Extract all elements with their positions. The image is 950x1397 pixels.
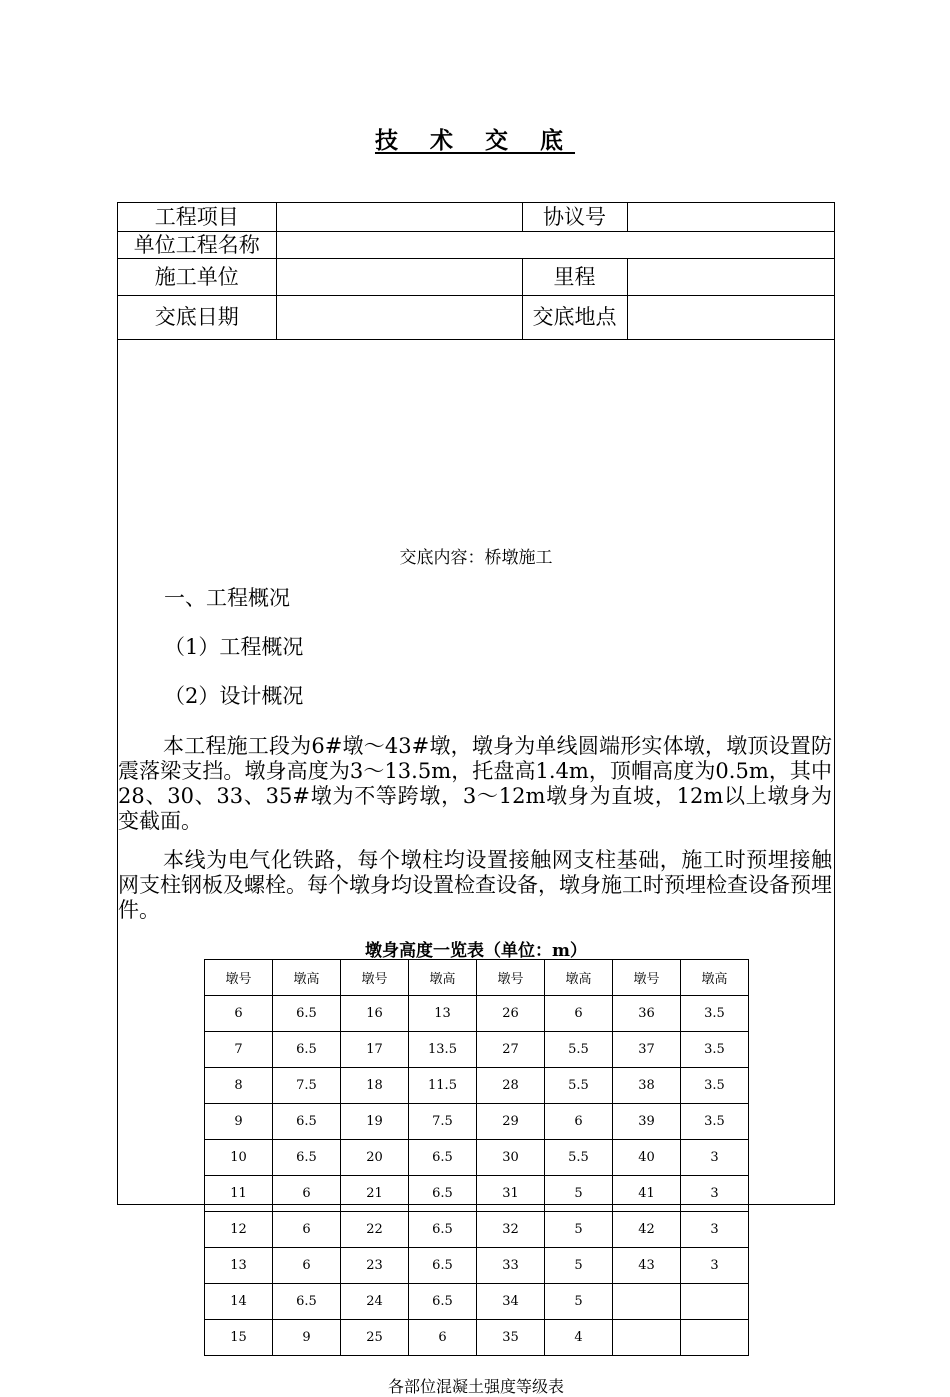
table-cell: 6 [409, 1320, 477, 1356]
table-cell: 3 [681, 1212, 749, 1248]
table-cell: 7 [205, 1032, 273, 1068]
table-cell: 5.5 [545, 1032, 613, 1068]
table-cell: 35 [477, 1320, 545, 1356]
height-table-caption: 墩身高度一览表（单位：m） [365, 941, 587, 961]
table-row [205, 1284, 749, 1320]
table-cell: 6.5 [409, 1284, 477, 1320]
table-cell: 6 [273, 1248, 341, 1284]
table-cell: 38 [613, 1068, 681, 1104]
table-cell: 36 [613, 996, 681, 1032]
table-cell: 6.5 [409, 1176, 477, 1212]
table-row [205, 1176, 749, 1212]
table-cell: 34 [477, 1284, 545, 1320]
table-header-row [205, 960, 749, 996]
table-cell: 37 [613, 1032, 681, 1068]
table-cell: 8 [205, 1068, 273, 1104]
table-row [205, 1068, 749, 1104]
table-cell: 5.5 [545, 1140, 613, 1176]
table-cell: 3 [681, 1140, 749, 1176]
table-cell: 16 [341, 996, 409, 1032]
table-cell: 6.5 [273, 996, 341, 1032]
table-header-cell: 墩高 [681, 960, 749, 996]
table-cell: 31 [477, 1176, 545, 1212]
table-cell: 3.5 [681, 1032, 749, 1068]
disclosure-form [117, 202, 835, 1396]
unit-project-value[interactable] [276, 231, 834, 258]
table-cell: 6.5 [273, 1140, 341, 1176]
table-cell: 23 [341, 1248, 409, 1284]
table-cell [681, 1320, 749, 1356]
table-cell: 30 [477, 1140, 545, 1176]
table-cell: 42 [613, 1212, 681, 1248]
table-cell: 6 [545, 996, 613, 1032]
table-cell: 12 [205, 1212, 273, 1248]
table-header-cell: 墩号 [341, 960, 409, 996]
table-cell: 3.5 [681, 1068, 749, 1104]
subsection-overview: （1）工程概况 [164, 635, 304, 659]
table-cell: 41 [613, 1176, 681, 1212]
project-label: 工程项目 [118, 203, 276, 231]
table-cell: 10 [205, 1140, 273, 1176]
table-cell: 9 [273, 1320, 341, 1356]
project-value[interactable] [276, 203, 522, 231]
table-cell: 5 [545, 1284, 613, 1320]
table-cell: 24 [341, 1284, 409, 1320]
table-cell: 32 [477, 1212, 545, 1248]
table-cell: 4 [545, 1320, 613, 1356]
table-cell: 3.5 [681, 996, 749, 1032]
table-header-cell: 墩号 [613, 960, 681, 996]
table-cell: 6.5 [273, 1032, 341, 1068]
table-header-cell: 墩号 [477, 960, 545, 996]
subsection-design: （2）设计概况 [164, 684, 304, 708]
table-cell: 21 [341, 1176, 409, 1212]
construction-unit-label: 施工单位 [118, 258, 276, 295]
table-cell: 40 [613, 1140, 681, 1176]
table-cell: 5 [545, 1176, 613, 1212]
header-table [118, 203, 834, 340]
table-cell: 15 [205, 1320, 273, 1356]
table-cell: 25 [341, 1320, 409, 1356]
mileage-value[interactable] [627, 258, 834, 295]
table-row [205, 1032, 749, 1068]
table-cell: 3 [681, 1248, 749, 1284]
pier-height-table [204, 959, 749, 1356]
table-header-cell: 墩号 [205, 960, 273, 996]
table-row [205, 996, 749, 1032]
section-heading: 一、工程概况 [164, 586, 290, 610]
table-cell: 43 [613, 1248, 681, 1284]
table-cell: 19 [341, 1104, 409, 1140]
table-cell: 14 [205, 1284, 273, 1320]
table-cell [613, 1284, 681, 1320]
table-header-cell: 墩高 [273, 960, 341, 996]
table-cell: 17 [341, 1032, 409, 1068]
table-row [205, 1320, 749, 1356]
table-cell: 33 [477, 1248, 545, 1284]
concrete-grade-caption: 各部位混凝土强度等级表 [387, 1377, 564, 1396]
document-title: 技 术 交 底 [374, 128, 576, 154]
date-value[interactable] [276, 295, 522, 339]
table-cell: 5.5 [545, 1068, 613, 1104]
table-cell: 6 [545, 1104, 613, 1140]
table-row [205, 1140, 749, 1176]
table-cell: 18 [341, 1068, 409, 1104]
unit-project-label: 单位工程名称 [118, 231, 276, 258]
table-cell: 5 [545, 1212, 613, 1248]
table-cell: 6.5 [273, 1104, 341, 1140]
table-cell: 6.5 [409, 1212, 477, 1248]
table-cell: 29 [477, 1104, 545, 1140]
date-label: 交底日期 [118, 295, 276, 339]
paragraph-design-overview: 本工程施工段为6#墩～43#墩，墩身为单线圆端形实体墩，墩顶设置防震落梁支挡。墩身高度为3～13.5m，托盘高1.4m，顶帽高度为0.5m，其中28、30、33、35#墩为不等跨墩，3～12m墩身为直坡，12m以上墩身为变截面。 [118, 734, 832, 833]
table-cell: 7.5 [273, 1068, 341, 1104]
table-cell: 7.5 [409, 1104, 477, 1140]
table-row [205, 1212, 749, 1248]
table-cell: 20 [341, 1140, 409, 1176]
table-cell: 11 [205, 1176, 273, 1212]
table-header-cell: 墩高 [409, 960, 477, 996]
table-row [205, 1248, 749, 1284]
table-cell: 5 [545, 1248, 613, 1284]
table-cell: 9 [205, 1104, 273, 1140]
table-cell: 3.5 [681, 1104, 749, 1140]
table-cell: 3 [681, 1176, 749, 1212]
paragraph-electrification: 本线为电气化铁路，每个墩柱均设置接触网支柱基础，施工时预埋接触网支柱钢板及螺栓。每个墩身均设置检查设备，墩身施工时预埋检查设备预埋件。 [118, 848, 832, 922]
table-cell: 26 [477, 996, 545, 1032]
table-cell: 27 [477, 1032, 545, 1068]
table-cell: 39 [613, 1104, 681, 1140]
construction-unit-value[interactable] [276, 258, 522, 295]
table-cell [613, 1320, 681, 1356]
table-cell: 11.5 [409, 1068, 477, 1104]
table-cell: 13.5 [409, 1032, 477, 1068]
table-cell: 6 [273, 1176, 341, 1212]
table-cell: 6 [205, 996, 273, 1032]
table-cell: 13 [409, 996, 477, 1032]
table-cell [681, 1284, 749, 1320]
mileage-label: 里程 [522, 258, 627, 295]
location-label: 交底地点 [522, 295, 627, 339]
table-cell: 6.5 [409, 1248, 477, 1284]
table-cell: 28 [477, 1068, 545, 1104]
agreement-value[interactable] [627, 203, 834, 231]
table-cell: 22 [341, 1212, 409, 1248]
table-cell: 6 [273, 1212, 341, 1248]
table-header-cell: 墩高 [545, 960, 613, 996]
location-value[interactable] [627, 295, 834, 339]
table-cell: 6.5 [273, 1284, 341, 1320]
agreement-label: 协议号 [522, 203, 627, 231]
table-cell: 6.5 [409, 1140, 477, 1176]
table-row [205, 1104, 749, 1140]
content-title: 交底内容：桥墩施工 [399, 548, 553, 568]
table-cell: 13 [205, 1248, 273, 1284]
